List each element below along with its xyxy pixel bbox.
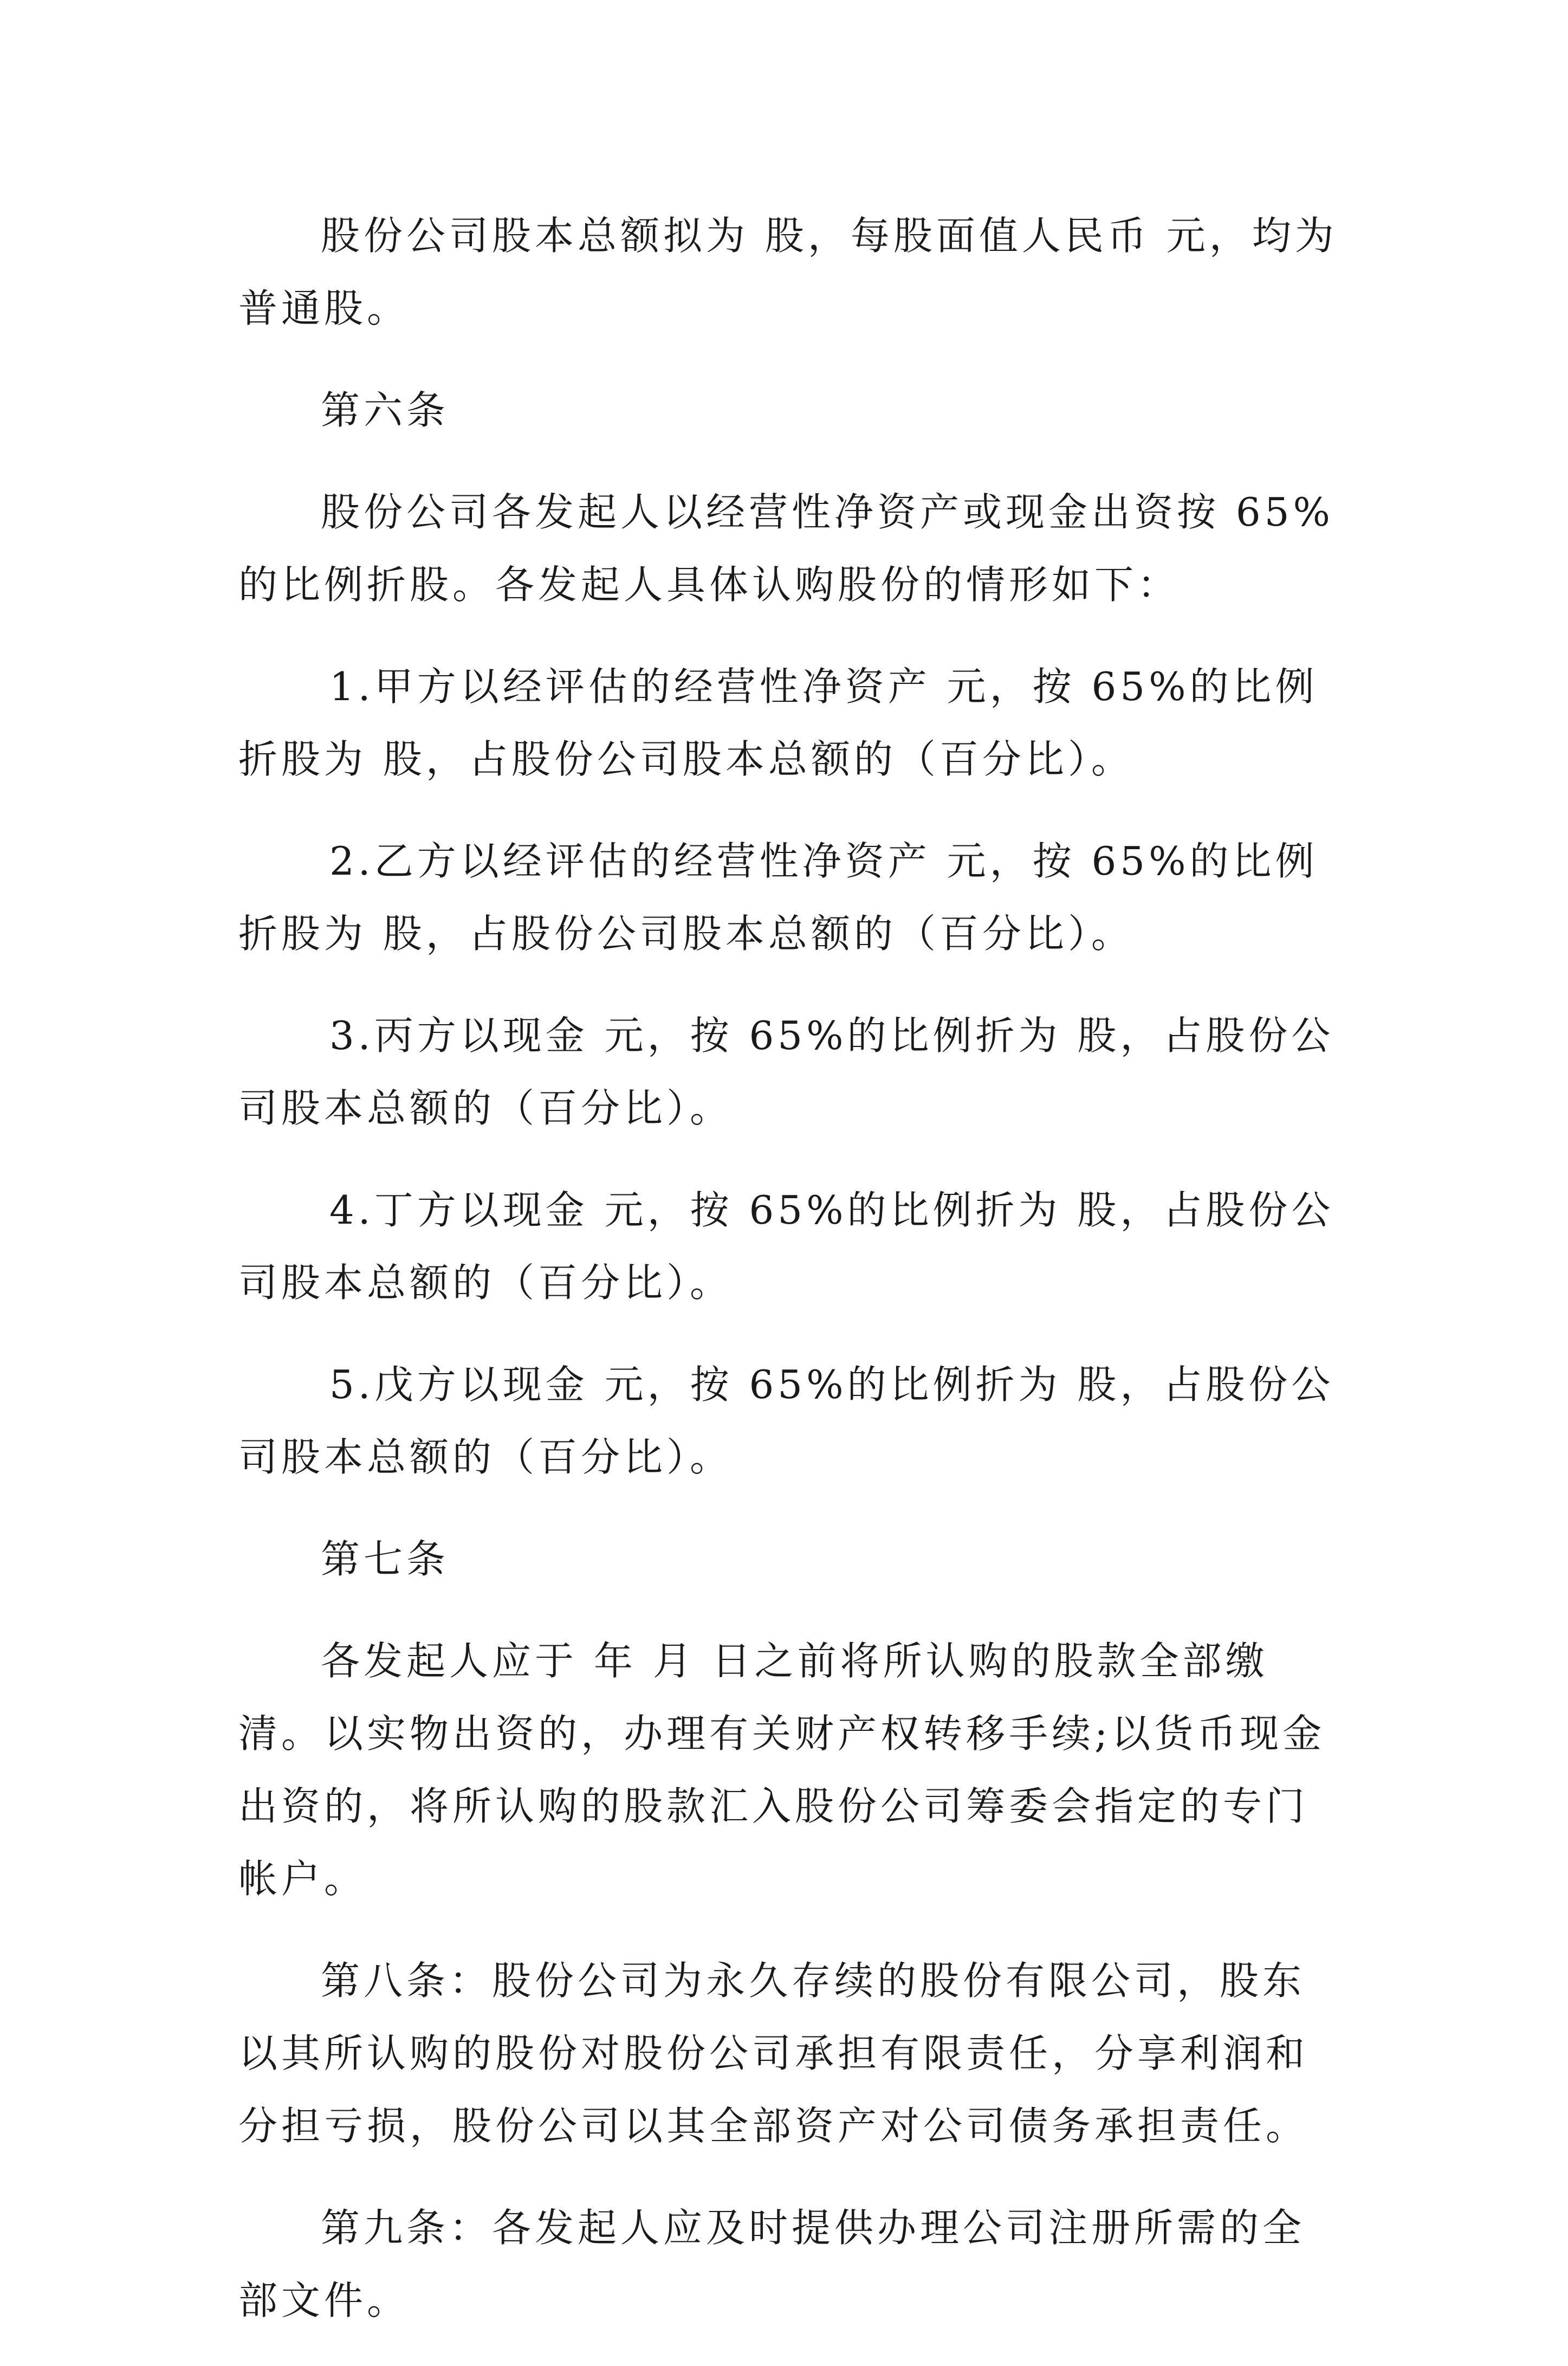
list-item-party-c: 3.丙方以现金 元，按 65%的比例折为 股，占股份公司股本总额的（百分比）。: [238, 1013, 1334, 1131]
paragraph-article-6-intro: 股份公司各发起人以经营性净资产或现金出资按 65%的比例折股。各发起人具体认购股份的情形如下：: [238, 489, 1334, 607]
paragraph-share-capital: 股份公司股本总额拟为 股，每股面值人民币 元，均为普通股。: [238, 213, 1338, 331]
document-body: [238, 199, 1344, 2366]
paragraph-article-7: 各发起人应于 年 月 日之前将所认购的股款全部缴清。以实物出资的，办理有关财产权转移手续;以货币现金出资的，将所认购的股款汇入股份公司筹委会指定的专门帐户。: [238, 1638, 1326, 1902]
article-7-heading: 第七条: [321, 1536, 450, 1582]
paragraph-article-9: 第九条：各发起人应及时提供办理公司注册所需的全部文件。: [238, 2205, 1306, 2323]
list-item-party-e: 5.戊方以现金 元，按 65%的比例折为 股，占股份公司股本总额的（百分比）。: [238, 1362, 1334, 1480]
list-item-party-d: 4.丁方以现金 元，按 65%的比例折为 股，占股份公司股本总额的（百分比）。: [238, 1187, 1334, 1305]
paragraph-article-8: 第八条：股份公司为永久存续的股份有限公司，股东以其所认购的股份对股份公司承担有限责任，分享利润和分担亏损，股份公司以其全部资产对公司债务承担责任。: [238, 1958, 1309, 2149]
article-6-heading: 第六条: [321, 387, 450, 433]
list-item-party-a: 1.甲方以经评估的经营性净资产 元，按 65%的比例折股为 股，占股份公司股本总额的（百分比）。: [238, 664, 1318, 782]
list-item-party-b: 2.乙方以经评估的经营性净资产 元，按 65%的比例折股为 股，占股份公司股本总额的（百分比）。: [238, 838, 1318, 956]
